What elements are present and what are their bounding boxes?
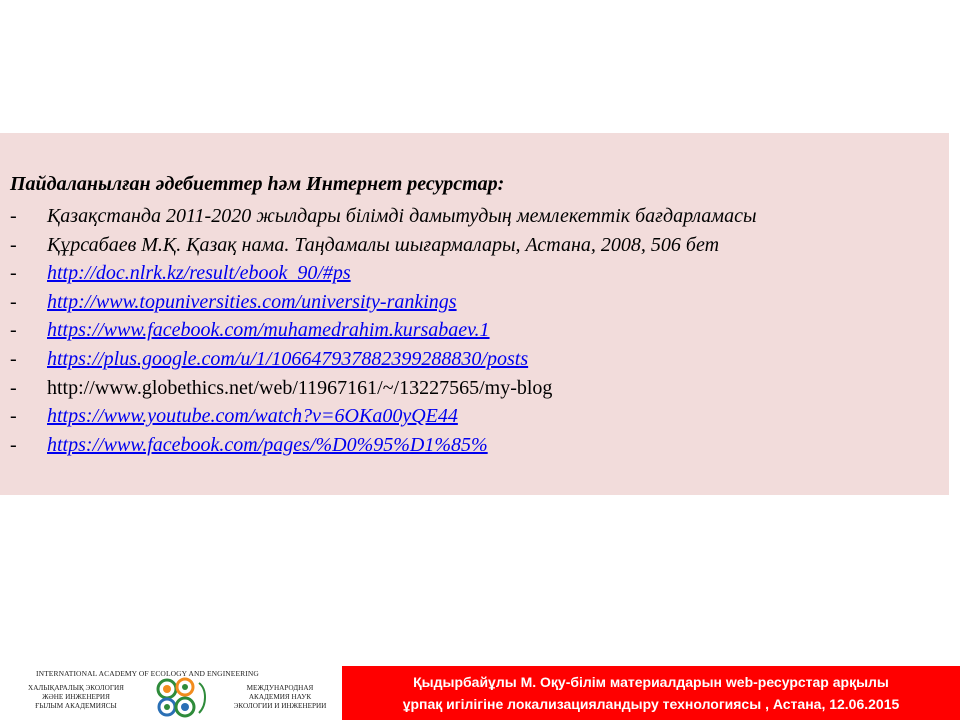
reference-item xyxy=(10,231,757,260)
footer-banner xyxy=(342,666,960,720)
academy-ru-line: МЕЖДУНАРОДНАЯ xyxy=(246,684,314,692)
reference-item xyxy=(10,402,757,431)
list-dash: - xyxy=(10,262,17,285)
reference-link[interactable]: https://www.facebook.com/pages/%D0%95%D1%85% xyxy=(47,433,488,456)
references-title: Пайдаланылған әдебиеттер һәм Интернет ресурстар: xyxy=(10,173,505,195)
reference-item xyxy=(10,316,757,345)
academy-name-kk xyxy=(6,684,146,711)
reference-link[interactable]: https://www.youtube.com/watch?v=6OKa00yQE44 xyxy=(47,405,458,428)
academy-emblem-icon xyxy=(155,677,210,719)
reference-item xyxy=(10,345,757,374)
reference-link[interactable]: http://doc.nlrk.kz/result/ebook_90/#ps xyxy=(47,262,351,285)
academy-ru-line: ЭКОЛОГИИ И ИНЖЕНЕРИИ xyxy=(233,702,327,710)
academy-ru-line: АКАДЕМИЯ НАУК xyxy=(248,693,312,701)
list-dash: - xyxy=(10,405,17,428)
references-list xyxy=(10,202,757,459)
academy-kk-line: ҒЫЛЫМ АКАДЕМИЯСЫ xyxy=(35,702,117,710)
list-dash: - xyxy=(10,290,17,313)
reference-item xyxy=(10,431,757,460)
reference-link[interactable]: https://plus.google.com/u/1/106647937882399288830/posts xyxy=(47,347,529,370)
reference-text: http://www.globethics.net/web/11967161/~/13227565/my-blog xyxy=(47,376,553,399)
reference-link[interactable]: http://www.topuniversities.com/university-rankings xyxy=(47,290,457,313)
reference-item xyxy=(10,374,757,403)
footer-banner-line: ұрпақ игілігіне локализацияландыру технологиясы , Астана, 12.06.2015 xyxy=(402,696,900,712)
list-dash: - xyxy=(10,433,17,456)
reference-text: Құрсабаев М.Қ. Қазақ нама. Таңдамалы шығармалары, Астана, 2008, 506 бет xyxy=(47,233,720,256)
list-dash: - xyxy=(10,205,17,227)
reference-link[interactable]: https://www.facebook.com/muhamedrahim.kursabaev.1 xyxy=(47,319,490,342)
list-dash: - xyxy=(10,319,17,342)
reference-item xyxy=(10,288,757,317)
reference-item xyxy=(10,202,757,231)
references-panel xyxy=(0,133,949,495)
reference-item xyxy=(10,259,757,288)
list-dash: - xyxy=(10,376,17,399)
academy-name-en: INTERNATIONAL ACADEMY OF ECOLOGY AND ENGINEERING xyxy=(36,669,259,678)
list-dash: - xyxy=(10,233,17,256)
academy-kk-line: ХАЛЫҚАРАЛЫҚ ЭКОЛОГИЯ xyxy=(28,684,124,692)
reference-text: Қазақстанда 2011-2020 жылдары білімді дамытудың мемлекеттік бағдарламасы xyxy=(47,205,757,227)
academy-logo-block xyxy=(0,665,342,720)
academy-name-ru xyxy=(218,684,342,711)
footer-banner-line: Қыдырбайұлы М. Оқу-білім материалдарын web-ресурстар арқылы xyxy=(413,674,889,690)
academy-kk-line: ЖӘНЕ ИНЖЕНЕРИЯ xyxy=(42,693,110,701)
list-dash: - xyxy=(10,347,17,370)
